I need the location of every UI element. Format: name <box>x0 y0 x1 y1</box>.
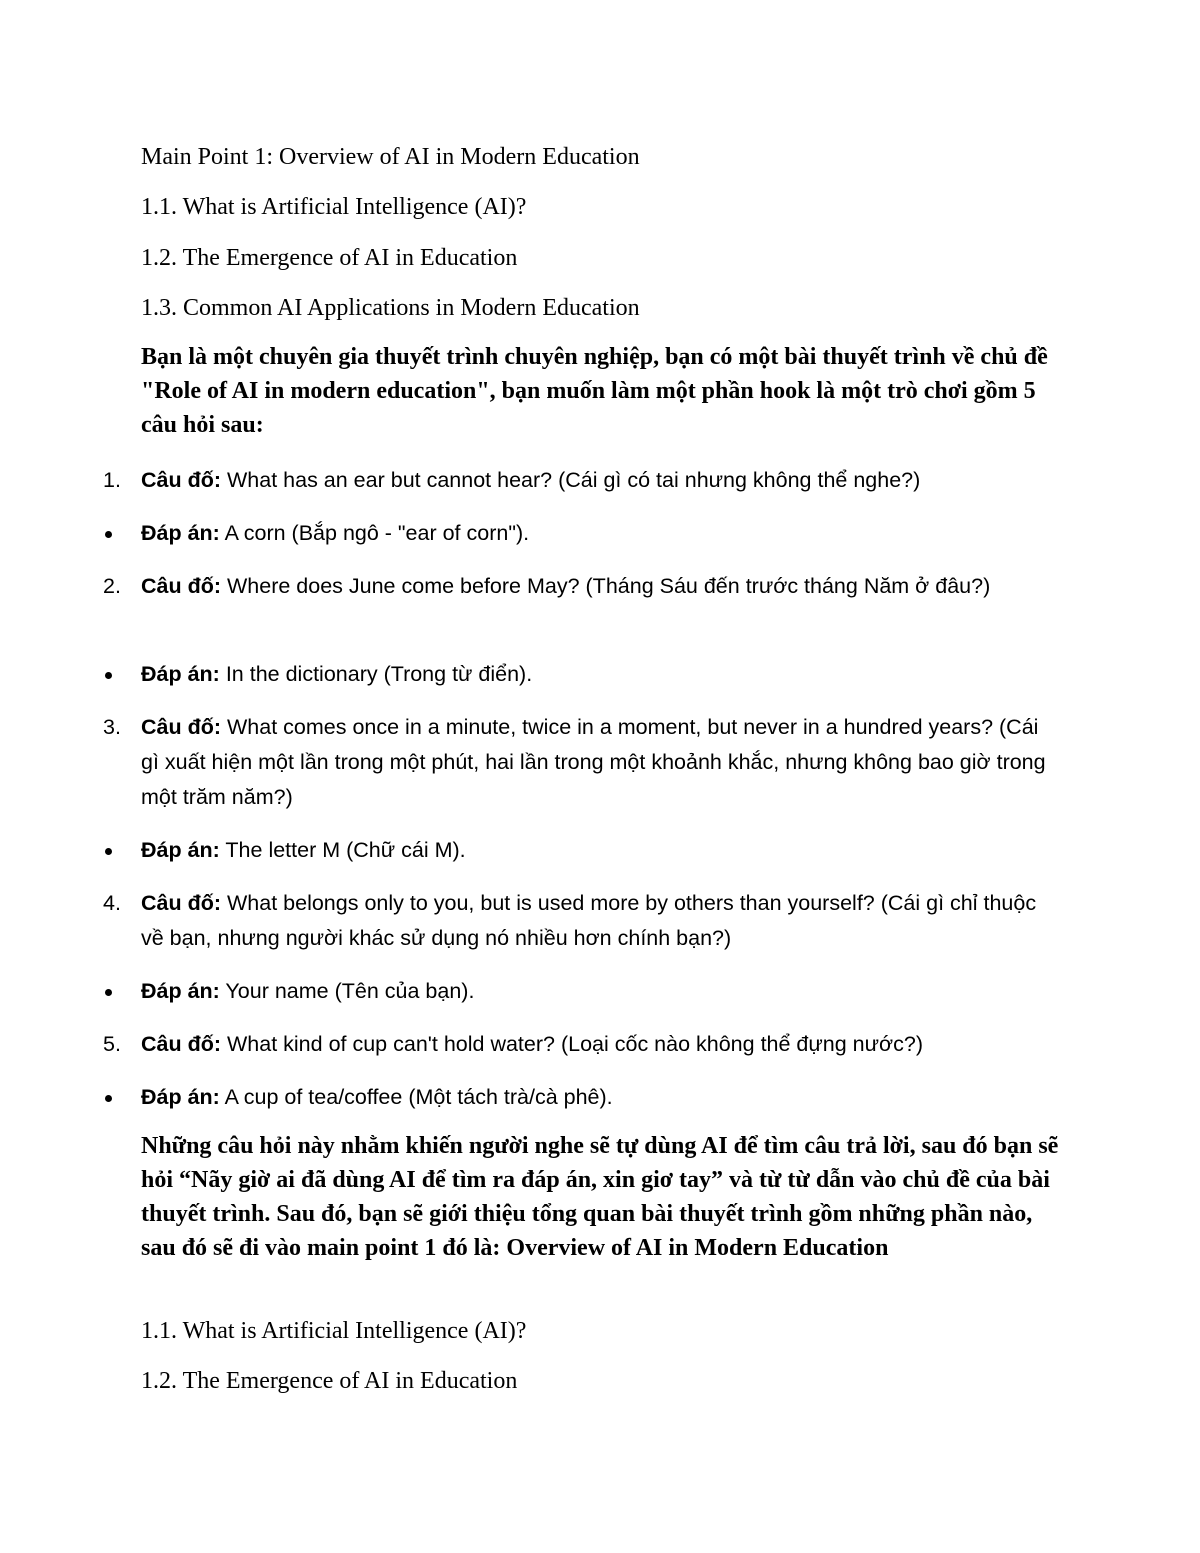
closing-paragraph: Những câu hỏi này nhằm khiến người nghe sẽ tự dùng AI để tìm câu trả lời, sau đó bạn sẽ hỏi “Nãy giờ ai đã dùng AI để tìm ra đáp án, xin giơ tay” và từ từ dẫn vào chủ đề của bài thuyết trình. Sau đó, bạn sẽ giới thiệu tổng quan bài thuyết trình gồm những phần nào, sau đó sẽ đi vào main point 1 đó là: Overview of AI in Modern Education <box>141 1133 1059 1261</box>
question-text: What has an ear but cannot hear? (Cái gì có tai nhưng không thể nghe?) <box>221 468 921 492</box>
answer-label: Đáp án: <box>141 662 220 686</box>
list-number: 1. <box>103 468 121 492</box>
bullet-icon <box>105 531 112 538</box>
list-number: 3. <box>103 715 121 739</box>
riddle-answer-text <box>141 657 1061 692</box>
question-text: Where does June come before May? (Tháng Sáu đến trước tháng Năm ở đâu?) <box>221 574 991 598</box>
question-text: What comes once in a minute, twice in a moment, but never in a hundred years? (Cái gì xuất hiện một lần trong một phút, hai lần trong một khoảnh khắc, nhưng không bao giờ trong một trăm năm?) <box>141 715 1046 809</box>
question-label: Câu đố: <box>141 891 222 915</box>
answer-text: In the dictionary (Trong từ điển). <box>219 662 533 686</box>
bullet-icon <box>105 1095 112 1102</box>
question-text: What kind of cup can't hold water? (Loại cốc nào không thể đựng nước?) <box>221 1032 923 1056</box>
question-label: Câu đố: <box>141 574 222 598</box>
main-point-heading: Main Point 1: Overview of AI in Modern Education <box>141 144 640 170</box>
riddle-question-text <box>141 710 1061 815</box>
subheading-1-2: 1.2. The Emergence of AI in Education <box>141 245 518 271</box>
riddle-question-text <box>141 1027 1061 1062</box>
answer-text: The letter M (Chữ cái M). <box>219 838 466 862</box>
answer-label: Đáp án: <box>141 521 220 545</box>
answer-label: Đáp án: <box>141 979 220 1003</box>
riddle-question-text <box>141 569 1061 604</box>
question-label: Câu đố: <box>141 715 222 739</box>
list-number: 5. <box>103 1032 121 1056</box>
answer-label: Đáp án: <box>141 1085 220 1109</box>
bullet-icon <box>105 672 112 679</box>
riddle-question-text <box>141 463 1061 498</box>
subheading-1-1: 1.1. What is Artificial Intelligence (AI)? <box>141 194 527 220</box>
subheading-1-1-repeat: 1.1. What is Artificial Intelligence (AI)? <box>141 1318 527 1344</box>
answer-text: A corn (Bắp ngô - "ear of corn"). <box>219 521 530 545</box>
question-label: Câu đố: <box>141 468 222 492</box>
list-number: 2. <box>103 574 121 598</box>
answer-text: A cup of tea/coffee (Một tách trà/cà phê). <box>219 1085 613 1109</box>
bullet-icon <box>105 989 112 996</box>
question-label: Câu đố: <box>141 1032 222 1056</box>
riddle-answer-text <box>141 833 1061 868</box>
riddle-answer-text <box>141 516 1061 551</box>
answer-text: Your name (Tên của bạn). <box>219 979 475 1003</box>
question-text: What belongs only to you, but is used more by others than yourself? (Cái gì chỉ thuộc về bạn, nhưng người khác sử dụng nó nhiều hơn chính bạn?) <box>141 891 1037 950</box>
bullet-icon <box>105 848 112 855</box>
answer-label: Đáp án: <box>141 838 220 862</box>
riddle-answer-text <box>141 1080 1061 1115</box>
subheading-1-3: 1.3. Common AI Applications in Modern Education <box>141 295 640 321</box>
riddle-answer-text <box>141 974 1061 1009</box>
intro-paragraph: Bạn là một chuyên gia thuyết trình chuyên nghiệp, bạn có một bài thuyết trình về chủ đề "Role of AI in modern education", bạn muốn làm một phần hook là một trò chơi gồm 5 câu hỏi sau: <box>141 344 1048 438</box>
riddle-question-text <box>141 886 1061 956</box>
list-number: 4. <box>103 891 121 915</box>
subheading-1-2-repeat: 1.2. The Emergence of AI in Education <box>141 1368 518 1394</box>
